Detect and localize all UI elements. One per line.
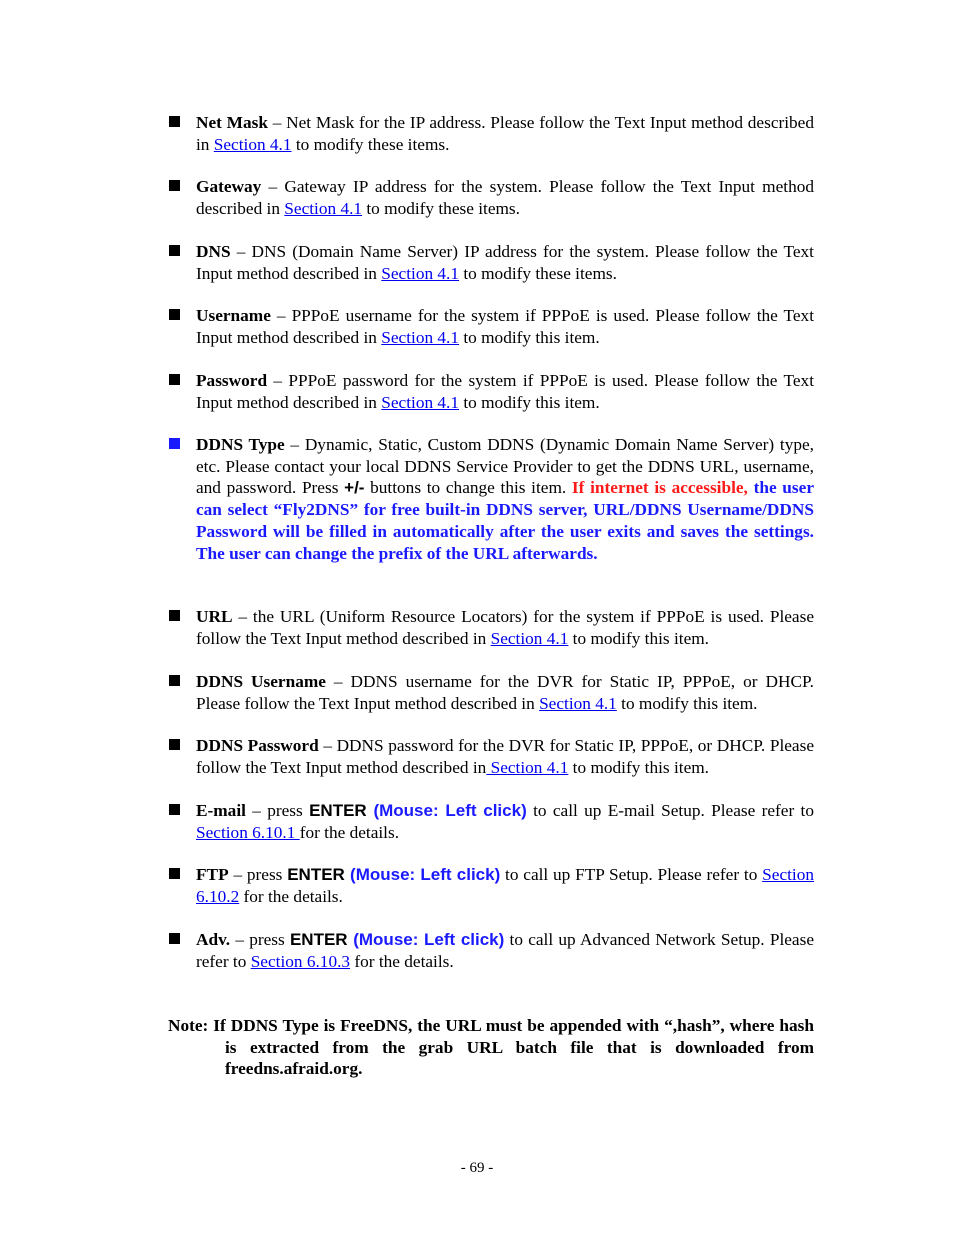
section-link[interactable]: Section 4.1 <box>486 757 569 777</box>
item-description-end: to modify this item. <box>568 628 710 648</box>
mouse-hint: (Mouse: Left click) <box>347 930 505 949</box>
section-link[interactable]: Section 6.10.3 <box>250 951 351 971</box>
section-link[interactable]: Section 4.1 <box>213 134 292 154</box>
bullet-square-icon <box>169 933 180 944</box>
item-description-end: to modify this item. <box>459 327 600 347</box>
list-item-net-mask <box>196 112 814 155</box>
bullet-square-icon <box>169 180 180 191</box>
freedns-note: Note: If DDNS Type is FreeDNS, the URL must be appended with “,hash”, where hash is extracted from the grab URL batch file that is downloaded from freedns.afraid.org. <box>168 1016 814 1079</box>
item-term: DNS <box>196 242 231 261</box>
item-description: – Dynamic, Static, Custom DDNS (Dynamic Domain Name Server) type, etc. Please contact your local DDNS Service Provider to get the DDNS URL, username, and password. Press <box>196 435 814 498</box>
item-description: – Gateway IP address for the system. Please follow the Text Input method described in <box>196 177 814 218</box>
plus-minus-keys: +/- <box>344 478 365 498</box>
item-description: – Net Mask for the IP address. Please follow the Text Input method described in <box>196 113 814 154</box>
bullet-square-icon <box>169 739 180 750</box>
item-description: – PPPoE username for the system if PPPoE is used. Please follow the Text Input method described in <box>196 306 814 347</box>
item-description-end: for the details. <box>239 886 343 906</box>
item-term: URL <box>196 607 233 626</box>
list-item-gateway <box>196 176 814 219</box>
section-link[interactable]: Section 6.10.2 <box>196 865 814 906</box>
bullet-square-icon <box>169 438 180 449</box>
section-link[interactable]: Section 4.1 <box>381 263 460 283</box>
bullet-square-icon <box>169 309 180 320</box>
page-number: - 69 - <box>460 1160 494 1176</box>
item-term: Password <box>196 371 268 390</box>
section-link[interactable]: Section 4.1 <box>539 693 617 713</box>
item-description: – press <box>245 801 310 820</box>
item-term: FTP <box>196 865 229 884</box>
item-term: Gateway <box>196 177 262 196</box>
item-term: DDNS Username <box>196 672 326 691</box>
item-description-end: to modify this item. <box>459 392 600 412</box>
item-description-end: to modify these items. <box>291 134 450 154</box>
section-link[interactable]: Section 4.1 <box>381 327 460 347</box>
mouse-hint: (Mouse: Left click) <box>366 801 527 820</box>
bullet-square-icon <box>169 374 180 385</box>
item-description: – DDNS password for the DVR for Static IP, PPPoE, or DHCP. Please follow the Text Input method described in <box>196 736 814 777</box>
section-link[interactable]: Section 4.1 <box>490 628 569 648</box>
item-term: DDNS Password <box>196 736 319 755</box>
mouse-hint: (Mouse: Left click) <box>344 865 501 884</box>
list-item-username <box>196 305 814 348</box>
item-description-mid: buttons to change this item. <box>364 478 572 498</box>
list-item-dns <box>196 241 814 284</box>
list-item-email <box>196 800 814 843</box>
item-description: – press <box>230 930 290 949</box>
enter-key: ENTER <box>309 801 367 820</box>
item-description: – DNS (Domain Name Server) IP address for the system. Please follow the Text Input method described in <box>196 242 814 283</box>
bullet-square-icon <box>169 675 180 686</box>
list-item-ddns-type <box>196 434 814 564</box>
item-description-end: to modify this item. <box>616 693 758 713</box>
item-term: Username <box>196 306 271 325</box>
item-description-end: to modify these items. <box>362 198 520 218</box>
bullet-square-icon <box>169 116 180 127</box>
list-item-password <box>196 370 814 413</box>
item-description-end: to modify these items. <box>459 263 617 283</box>
section-link[interactable]: Section 4.1 <box>284 198 363 218</box>
item-description-end: for the details. <box>299 822 400 842</box>
bullet-square-icon <box>169 245 180 256</box>
item-description: – DDNS username for the DVR for Static IP, PPPoE, or DHCP. Please follow the Text Input method described in <box>196 672 814 713</box>
item-description-end: for the details. <box>350 951 454 971</box>
item-description-mid: to call up Advanced Network Setup. Please refer to <box>196 930 814 971</box>
item-term: DDNS Type <box>196 435 285 454</box>
bullet-square-icon <box>169 804 180 815</box>
enter-key: ENTER <box>287 865 345 884</box>
internet-condition-note: If internet is accessible, <box>571 478 748 498</box>
list-item-ddns-username <box>196 671 814 714</box>
list-item-url <box>196 606 814 649</box>
list-item-advanced <box>196 929 814 972</box>
item-term: E-mail <box>196 801 246 820</box>
list-item-ftp <box>196 864 814 907</box>
item-description: – PPPoE password for the system if PPPoE is used. Please follow the Text Input method described in <box>196 371 814 412</box>
bullet-square-icon <box>169 610 180 621</box>
bullet-square-icon <box>169 868 180 879</box>
fly2dns-note: the user can select “Fly2DNS” for free built-in DDNS server, URL/DDNS Username/DDNS Password will be filled in automatically after the user exits and saves the settings. The user can change the prefix of the URL afterwards. <box>196 478 814 563</box>
item-description: – the URL (Uniform Resource Locators) for the system if PPPoE is used. Please follow the Text Input method described in <box>196 607 814 648</box>
section-link[interactable]: Section 4.1 <box>381 392 460 412</box>
enter-key: ENTER <box>289 930 348 949</box>
item-description-mid: to call up E-mail Setup. Please refer to <box>526 801 814 820</box>
item-description-mid: to call up FTP Setup. Please refer to <box>500 865 763 884</box>
section-link[interactable]: Section 6.10.1 <box>196 822 300 842</box>
item-term: Net Mask <box>196 113 268 132</box>
list-item-ddns-password <box>196 735 814 778</box>
item-term: Adv. <box>196 930 231 949</box>
item-description: – press <box>228 865 288 884</box>
item-description-end: to modify this item. <box>568 757 710 777</box>
